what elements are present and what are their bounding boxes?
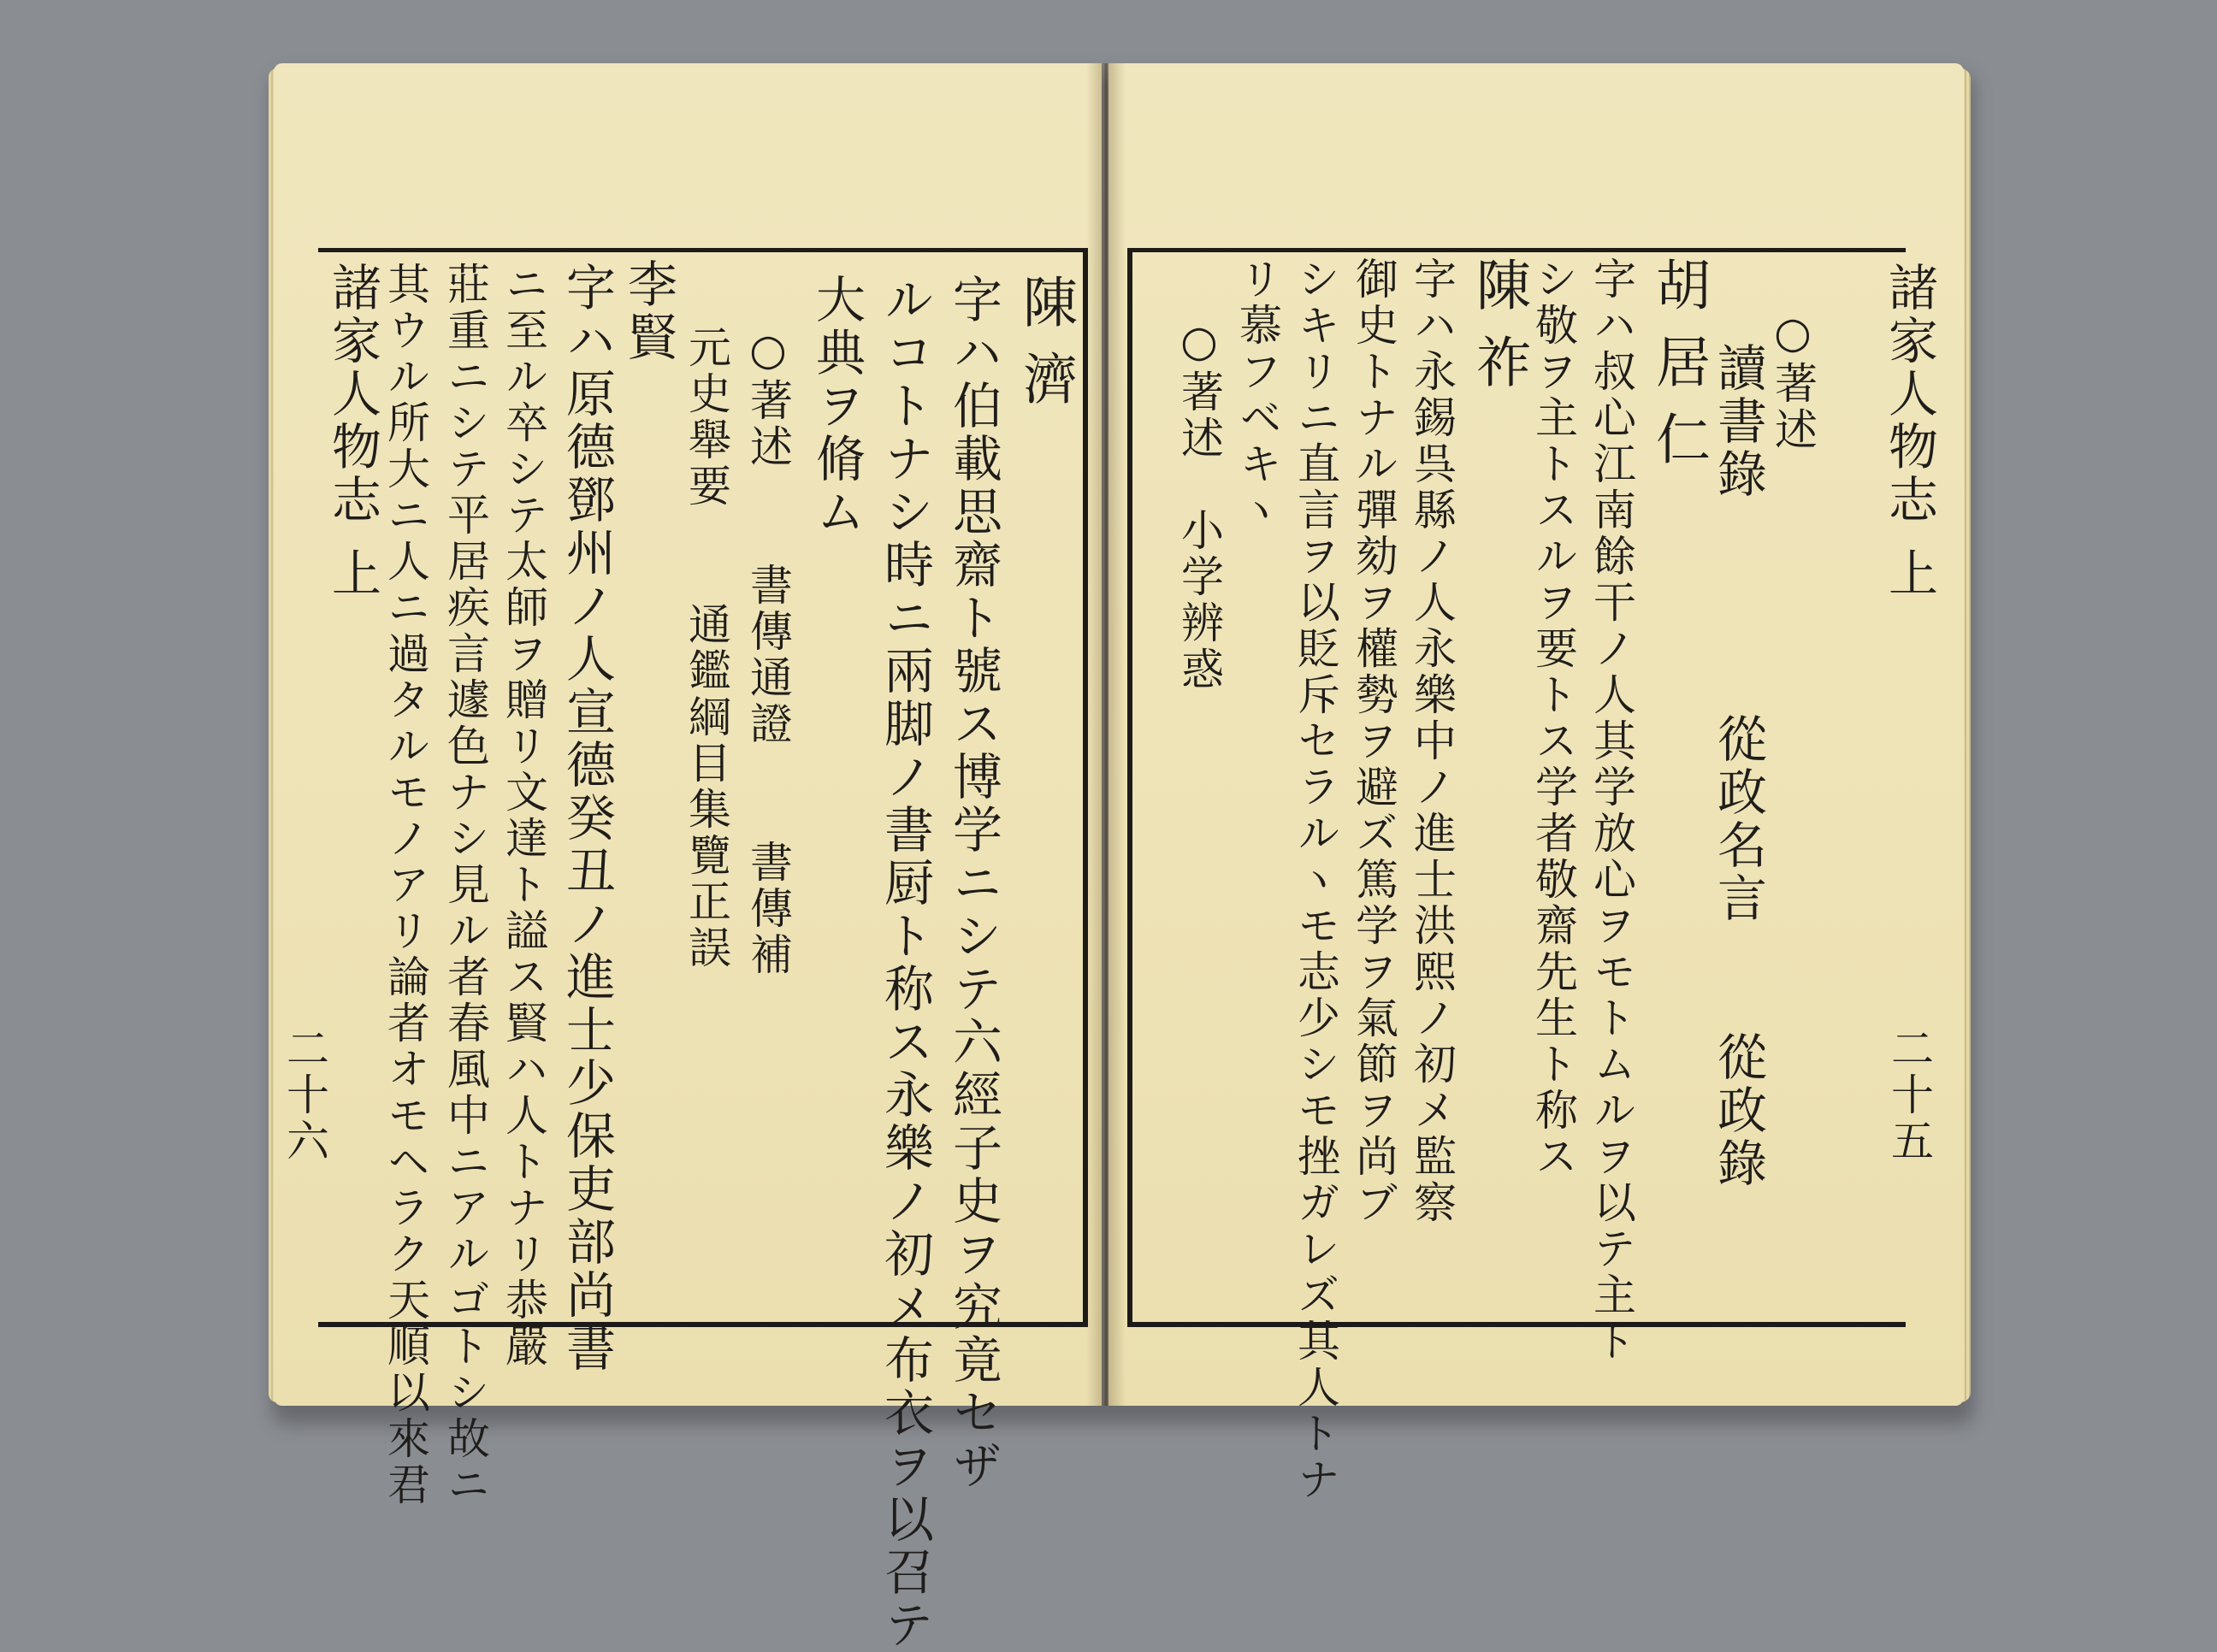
right-running-title: 諸家人物志	[1880, 262, 1938, 527]
right-col-7: 字ハ永錫呉縣ノ人永樂中ノ進士洪熙ノ初メ監察	[1407, 257, 1457, 1226]
left-col-6: 元史舉要 通鑑綱目集覽正誤	[682, 325, 731, 971]
right-col-8: 御史トナル彈劾ヲ權勢ヲ避ズ篤学ヲ氣節ヲ尚ブ	[1349, 257, 1398, 1226]
right-col-10: リ慕フベキヽ	[1233, 257, 1282, 534]
left-col-4: 大典ヲ脩ム	[807, 274, 866, 539]
right-col-3: 胡居仁	[1646, 257, 1710, 487]
left-col-8: 字ハ原德鄧州ノ人宣德癸丑ノ進士少保吏部尚書	[558, 262, 616, 1375]
left-col-5: ○著述 書傳通證 書傳補	[743, 325, 793, 978]
left-col-2: 字ハ伯載思齋ト號ス博学ニシテ六經子史ヲ究竟セザ	[944, 274, 1002, 1493]
right-col-4: 字ハ叔心江南餘干ノ人其学放心ヲモトムルヲ以テ主ト	[1587, 257, 1636, 1365]
left-col-7: 李賢	[619, 258, 677, 364]
left-col-1: 陳濟	[1014, 274, 1077, 428]
left-col-11: 其ウル所大ニ人ニ過タルモノアリ論者オモヘラク天順以來君	[381, 262, 430, 1508]
left-page-number: 二十六	[280, 1026, 329, 1165]
right-col-5: シ敬ヲ主トスルヲ要トス学者敬齋先生ト称ス	[1528, 257, 1578, 1180]
right-col-11: ○著述 小学辨惑	[1174, 316, 1224, 693]
right-col-9: シキリニ直言ヲ以貶斥セラルヽモ志少シモ挫ガレズ其人トナ	[1291, 257, 1340, 1503]
right-col-6: 陳祚	[1467, 257, 1530, 410]
right-volume-mark: 上	[1880, 547, 1938, 600]
right-col-1: ○著述	[1768, 308, 1818, 453]
left-col-10: 莊重ニシテ平居疾言遽色ナシ見ル者春風中ニアルゴトシ故ニ	[440, 262, 490, 1508]
book-gutter	[1086, 63, 1126, 1406]
left-running-title: 諸家人物志	[323, 262, 381, 527]
left-col-3: ルコトナシ時ニ兩脚ノ書厨ト称ス永樂ノ初メ布衣ヲ以召テ	[876, 274, 934, 1652]
right-page-number: 二十五	[1884, 1026, 1934, 1165]
right-col-2: 讀書錄 從政名言 從政錄	[1709, 342, 1767, 1190]
left-volume-mark: 上	[323, 547, 381, 600]
left-col-9: ニ至ル卒シテ太師ヲ贈リ文達ト謚ス賢ハ人トナリ恭嚴	[499, 262, 548, 1370]
